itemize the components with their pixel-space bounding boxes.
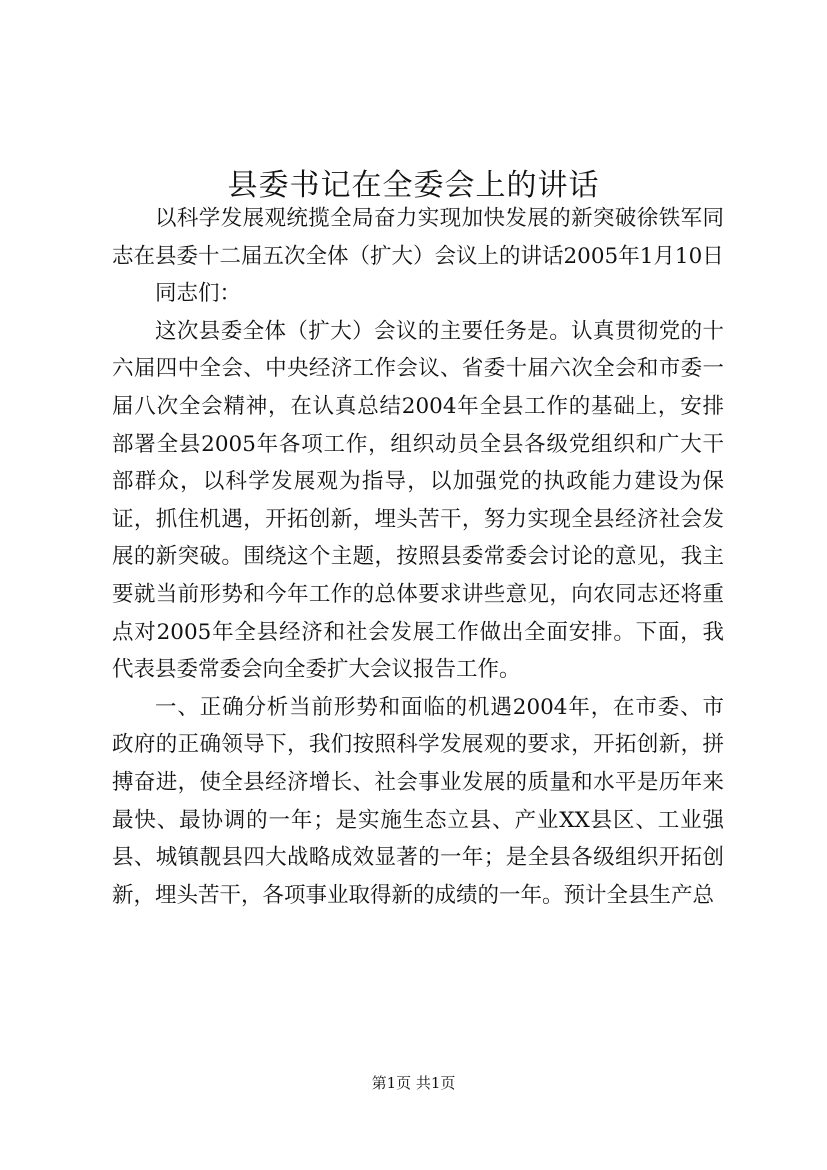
paragraph-section-one: 一、正确分析当前形势和面临的机遇2004年，在市委、市政府的正确领导下，我们按照科学发展观的要求，开拓创新，拼搏奋进，使全县经济增长、社会事业发展的质量和水平是历年来最快、最协调的一年；是实施生态立县、产业XX县区、工业强县、城镇靓县四大战略成效显著的一年；是全县各级组织开拓创新，埋头苦干，各项事业取得新的成绩的一年。预计全县生产总: [112, 694, 724, 908]
paragraph-main-task: 这次县委全体（扩大）会议的主要任务是。认真贯彻党的十六届四中全会、中央经济工作会议、省委十届六次全会和市委一届八次全会精神，在认真总结2004年全县工作的基础上，安排部署全县2005年各项工作，组织动员全县各级党组织和广大干部群众，以科学发展观为指导，以加强党的执政能力建设为保证，抓住机遇，开拓创新，埋头苦干，努力实现全县经济社会发展的新突破。围绕这个主题，按照县委常委会讨论的意见，我主要就当前形势和今年工作的总体要求讲些意见，向农同志还将重点对2005年全县经济和社会发展工作做出全面安排。下面，我代表县委常委会向全委扩大会议报告工作。: [112, 318, 724, 683]
document-title: 县委书记在全委会上的讲话: [227, 168, 600, 204]
paragraph-subtitle: 以科学发展观统揽全局奋力实现加快发展的新突破徐铁军同志在县委十二届五次全体（扩大）会议上的讲话2005年1月10日: [112, 206, 724, 269]
page-number-footer: 第1页 共1页: [371, 1074, 456, 1092]
paragraph-salutation: 同志们：: [155, 281, 242, 307]
document-body: [112, 200, 724, 914]
